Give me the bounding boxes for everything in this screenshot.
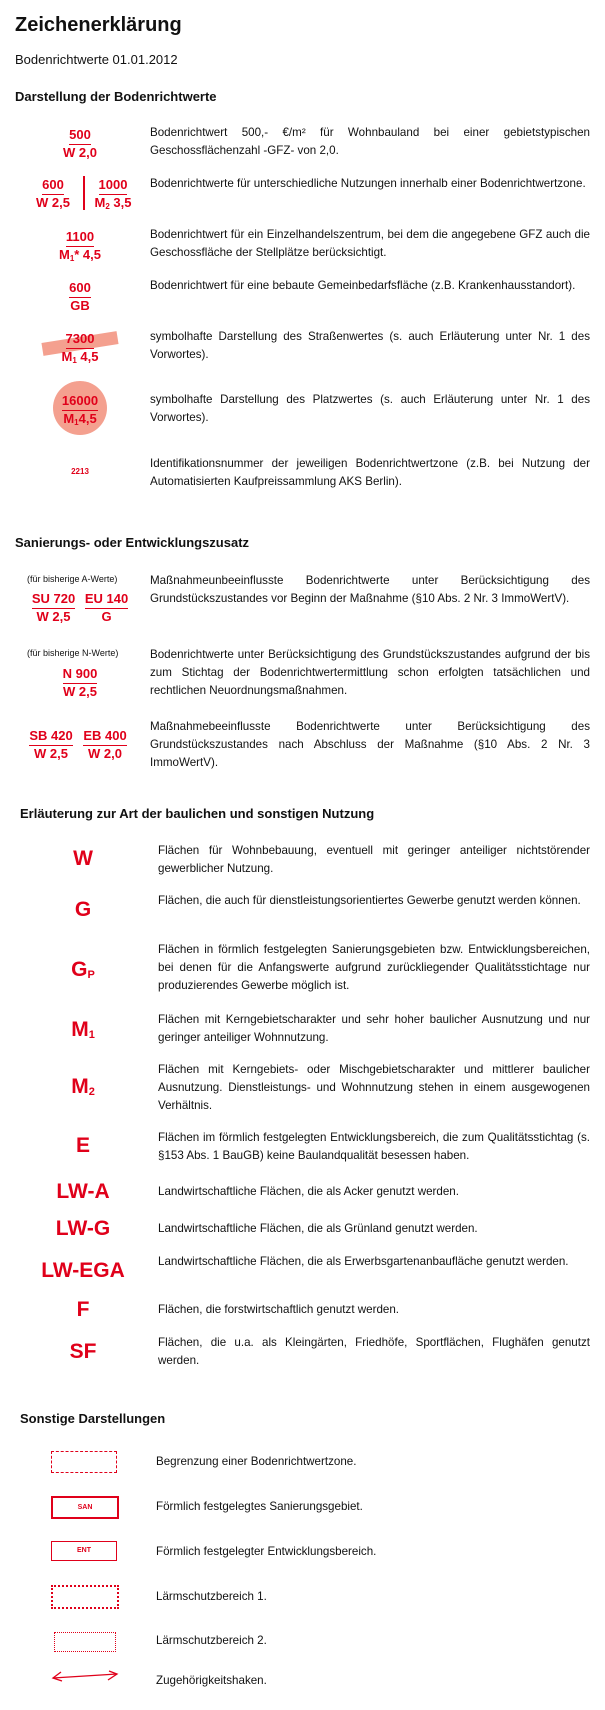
use-code-m2: $M_2$: [71, 1075, 95, 1098]
section-heading-bodenrichtwerte: Darstellung der Bodenrichtwerte: [15, 89, 217, 104]
symbol-bottom: W 2,5: [34, 746, 68, 761]
page-subtitle: Bodenrichtwerte 01.01.2012: [15, 52, 178, 67]
legend-description: Flächen mit Kerngebiets- oder Mischgebietscharakter und mittlerer baulicher Ausnutzung. Dienstleistungs- und Wohnnutzung stehen in einem ausgewogenen Verhältnis.: [158, 1063, 590, 1112]
use-code-f: F: [76, 1298, 90, 1321]
use-code-m1: $M_1$: [71, 1018, 95, 1041]
zone-boundary-symbol: [51, 1451, 117, 1473]
use-code-lw-ega: LW-EGA: [41, 1259, 125, 1282]
symbol-bottom: W 2,5: [63, 684, 97, 699]
legend-description: Flächen, die u.a. als Kleingärten, Friedhöfe, Sportflächen, Flughäfen genutzt werden.: [158, 1336, 590, 1367]
symbol-top: 600: [42, 177, 64, 195]
use-code-sf: SF: [69, 1340, 97, 1363]
legend-description: Maßnahmeunbeeinflusste Bodenrichtwerte unter Berücksichtigung des Grundstückszustandes vor Beginn der Maßnahme (§10 Abs. 2 Nr. 3 ImmoWertV).: [150, 574, 590, 605]
legend-description: Förmlich festgelegtes Sanierungsgebiet.: [156, 1500, 363, 1513]
symbol-eu140: [79, 591, 134, 625]
symbol-top: 1100: [66, 229, 94, 247]
section-heading-sonstige: Sonstige Darstellungen: [20, 1411, 166, 1426]
legend-description: Flächen für Wohnbebauung, eventuell mit geringer anteiliger nichtstörender gewerblicher Nutzung.: [158, 844, 590, 875]
symbol-sb420: [23, 728, 79, 762]
symbol-top: 7300: [66, 331, 95, 349]
noise-zone-1-symbol: [51, 1585, 119, 1609]
symbol-top: EB 400: [83, 728, 126, 746]
legend-description: Begrenzung einer Bodenrichtwertzone.: [156, 1455, 357, 1468]
legend-description: Bodenrichtwert für eine bebaute Gemeinbedarfsfläche (z.B. Krankenhausstandort).: [150, 279, 576, 292]
symbol-bottom: $M_1*$ 4,5: [58, 247, 102, 263]
use-code-g: G: [74, 898, 92, 921]
symbol-1000-m2: [88, 177, 138, 215]
symbol-top: 1000: [99, 177, 128, 195]
symbol-top: 16000: [62, 393, 98, 411]
note-a-values: (für bisherige A-Werte): [27, 574, 118, 584]
zone-id-label: 2213: [71, 467, 89, 476]
symbol-bottom: $M_1$ 4,5: [61, 349, 99, 365]
use-code-lw-a: LW-A: [56, 1180, 110, 1203]
symbol-bottom: $M_2$ 3,5: [94, 195, 132, 211]
legend-description: Flächen in förmlich festgelegten Sanierungsgebieten bzw. Entwicklungsbereichen, bei denen für die Anfangswerte aufgrund zurückliegender Qualitätsstichtage nur produzierendes Gewerbe möglich ist.: [158, 943, 590, 992]
ent-area-symbol: ENT: [51, 1541, 117, 1561]
symbol-top: 600: [69, 280, 91, 298]
symbol-600-gb: [40, 280, 120, 314]
symbol-bottom: W 2,5: [36, 609, 71, 624]
legend-description: Flächen im förmlich festgelegten Entwicklungsbereich, die zum Qualitätsstichtag (s. §153 Abs. 1 BauGB) keine Baulandqualität besessen haben.: [158, 1131, 590, 1162]
legend-description: symbolhafte Darstellung des Platzwertes (s. auch Erläuterung unter Nr. 1 des Vorwortes).: [150, 393, 590, 424]
symbol-16000-m1: [40, 393, 120, 431]
symbol-500-w20: [40, 127, 120, 161]
legend-description: Lärmschutzbereich 2.: [156, 1634, 267, 1647]
membership-hook-icon: [50, 1668, 120, 1684]
legend-description: Bodenrichtwert für ein Einzelhandelszentrum, bei dem die angegebene GFZ auch die Geschossfläche der Stellplätze berücksichtigt.: [150, 228, 590, 259]
symbol-bottom: W 2,5: [36, 195, 70, 210]
legend-description: Flächen, die forstwirtschaftlich genutzt werden.: [158, 1303, 400, 1316]
symbol-eb400: [77, 728, 133, 762]
symbol-600-w25: [28, 177, 78, 211]
legend-description: Landwirtschaftliche Flächen, die als Acker genutzt werden.: [158, 1185, 459, 1198]
symbol-bottom: W 2,0: [63, 145, 97, 160]
legend-description: Bodenrichtwerte unter Berücksichtigung des Grundstückszustandes aufgrund der bis zum Stichtag der Bodenrichtwertermittlung schon erfolgten tatsächlichen und rechtlichen Neuordnungsmaßnahmen.: [150, 648, 590, 697]
symbol-top: N 900: [63, 666, 98, 684]
page-title: Zeichenerklärung: [15, 14, 182, 36]
legend-description: Förmlich festgelegter Entwicklungsbereich.: [156, 1545, 377, 1558]
san-area-symbol: SAN: [51, 1496, 119, 1519]
symbol-bottom: W 2,0: [88, 746, 122, 761]
legend-description: Maßnahmebeeinflusste Bodenrichtwerte unter Berücksichtigung des Grundstückszustandes nach Abschluss der Maßnahme (§10 Abs. 2 Nr. 3 ImmoWertV).: [150, 720, 590, 769]
symbol-top: SU 720: [32, 591, 75, 609]
symbol-bottom: G: [101, 609, 112, 624]
symbol-top: EU 140: [85, 591, 128, 609]
note-n-values: (für bisherige N-Werte): [27, 648, 119, 658]
section-heading-sanierung: Sanierungs- oder Entwicklungszusatz: [15, 535, 250, 550]
legend-description: Lärmschutzbereich 1.: [156, 1590, 267, 1603]
legend-description: Flächen, die auch für dienstleistungsorientiertes Gewerbe genutzt werden können.: [158, 894, 581, 907]
symbol-top: SB 420: [29, 728, 72, 746]
legend-description: Bodenrichtwerte für unterschiedliche Nutzungen innerhalb einer Bodenrichtwertzone.: [150, 177, 586, 190]
symbol-bottom: GB: [70, 298, 90, 313]
use-code-e: E: [75, 1134, 90, 1157]
use-code-w: W: [73, 847, 93, 870]
legend-description: symbolhafte Darstellung des Straßenwertes (s. auch Erläuterung unter Nr. 1 des Vorwortes).: [150, 330, 590, 361]
legend-description: Landwirtschaftliche Flächen, die als Grünland genutzt werden.: [158, 1222, 478, 1235]
section-heading-nutzung: Erläuterung zur Art der baulichen und sonstigen Nutzung: [20, 806, 375, 821]
legend-description: Identifikationsnummer der jeweiligen Bodenrichtwertzone (z.B. bei Nutzung der Automatisierten Kaufpreissammlung AKS Berlin).: [150, 457, 590, 488]
symbol-divider: [83, 176, 85, 210]
symbol-top: 500: [69, 127, 91, 145]
noise-zone-2-symbol: [54, 1632, 116, 1652]
symbol-n900: [40, 666, 120, 700]
legend-description: Landwirtschaftliche Flächen, die als Erwerbsgartenanbaufläche genutzt werden.: [158, 1255, 569, 1268]
legend-description: Zugehörigkeitshaken.: [156, 1674, 267, 1687]
symbol-1100-m1: [40, 229, 120, 267]
legend-description: Flächen mit Kerngebietscharakter und sehr hoher baulicher Ausnutzung und nur geringer anteiliger Wohnnutzung.: [158, 1013, 590, 1044]
symbol-7300-m1: [40, 331, 120, 369]
symbol-bottom: $M_14,5$: [63, 411, 97, 427]
use-code-gp: $G_P$: [71, 958, 95, 981]
legend-description: Bodenrichtwert 500,- €/m² für Wohnbauland bei einer gebietstypischen Geschossflächenzahl -GFZ- von 2,0.: [150, 126, 590, 157]
symbol-su720: [26, 591, 81, 625]
use-code-lw-g: LW-G: [55, 1217, 111, 1240]
